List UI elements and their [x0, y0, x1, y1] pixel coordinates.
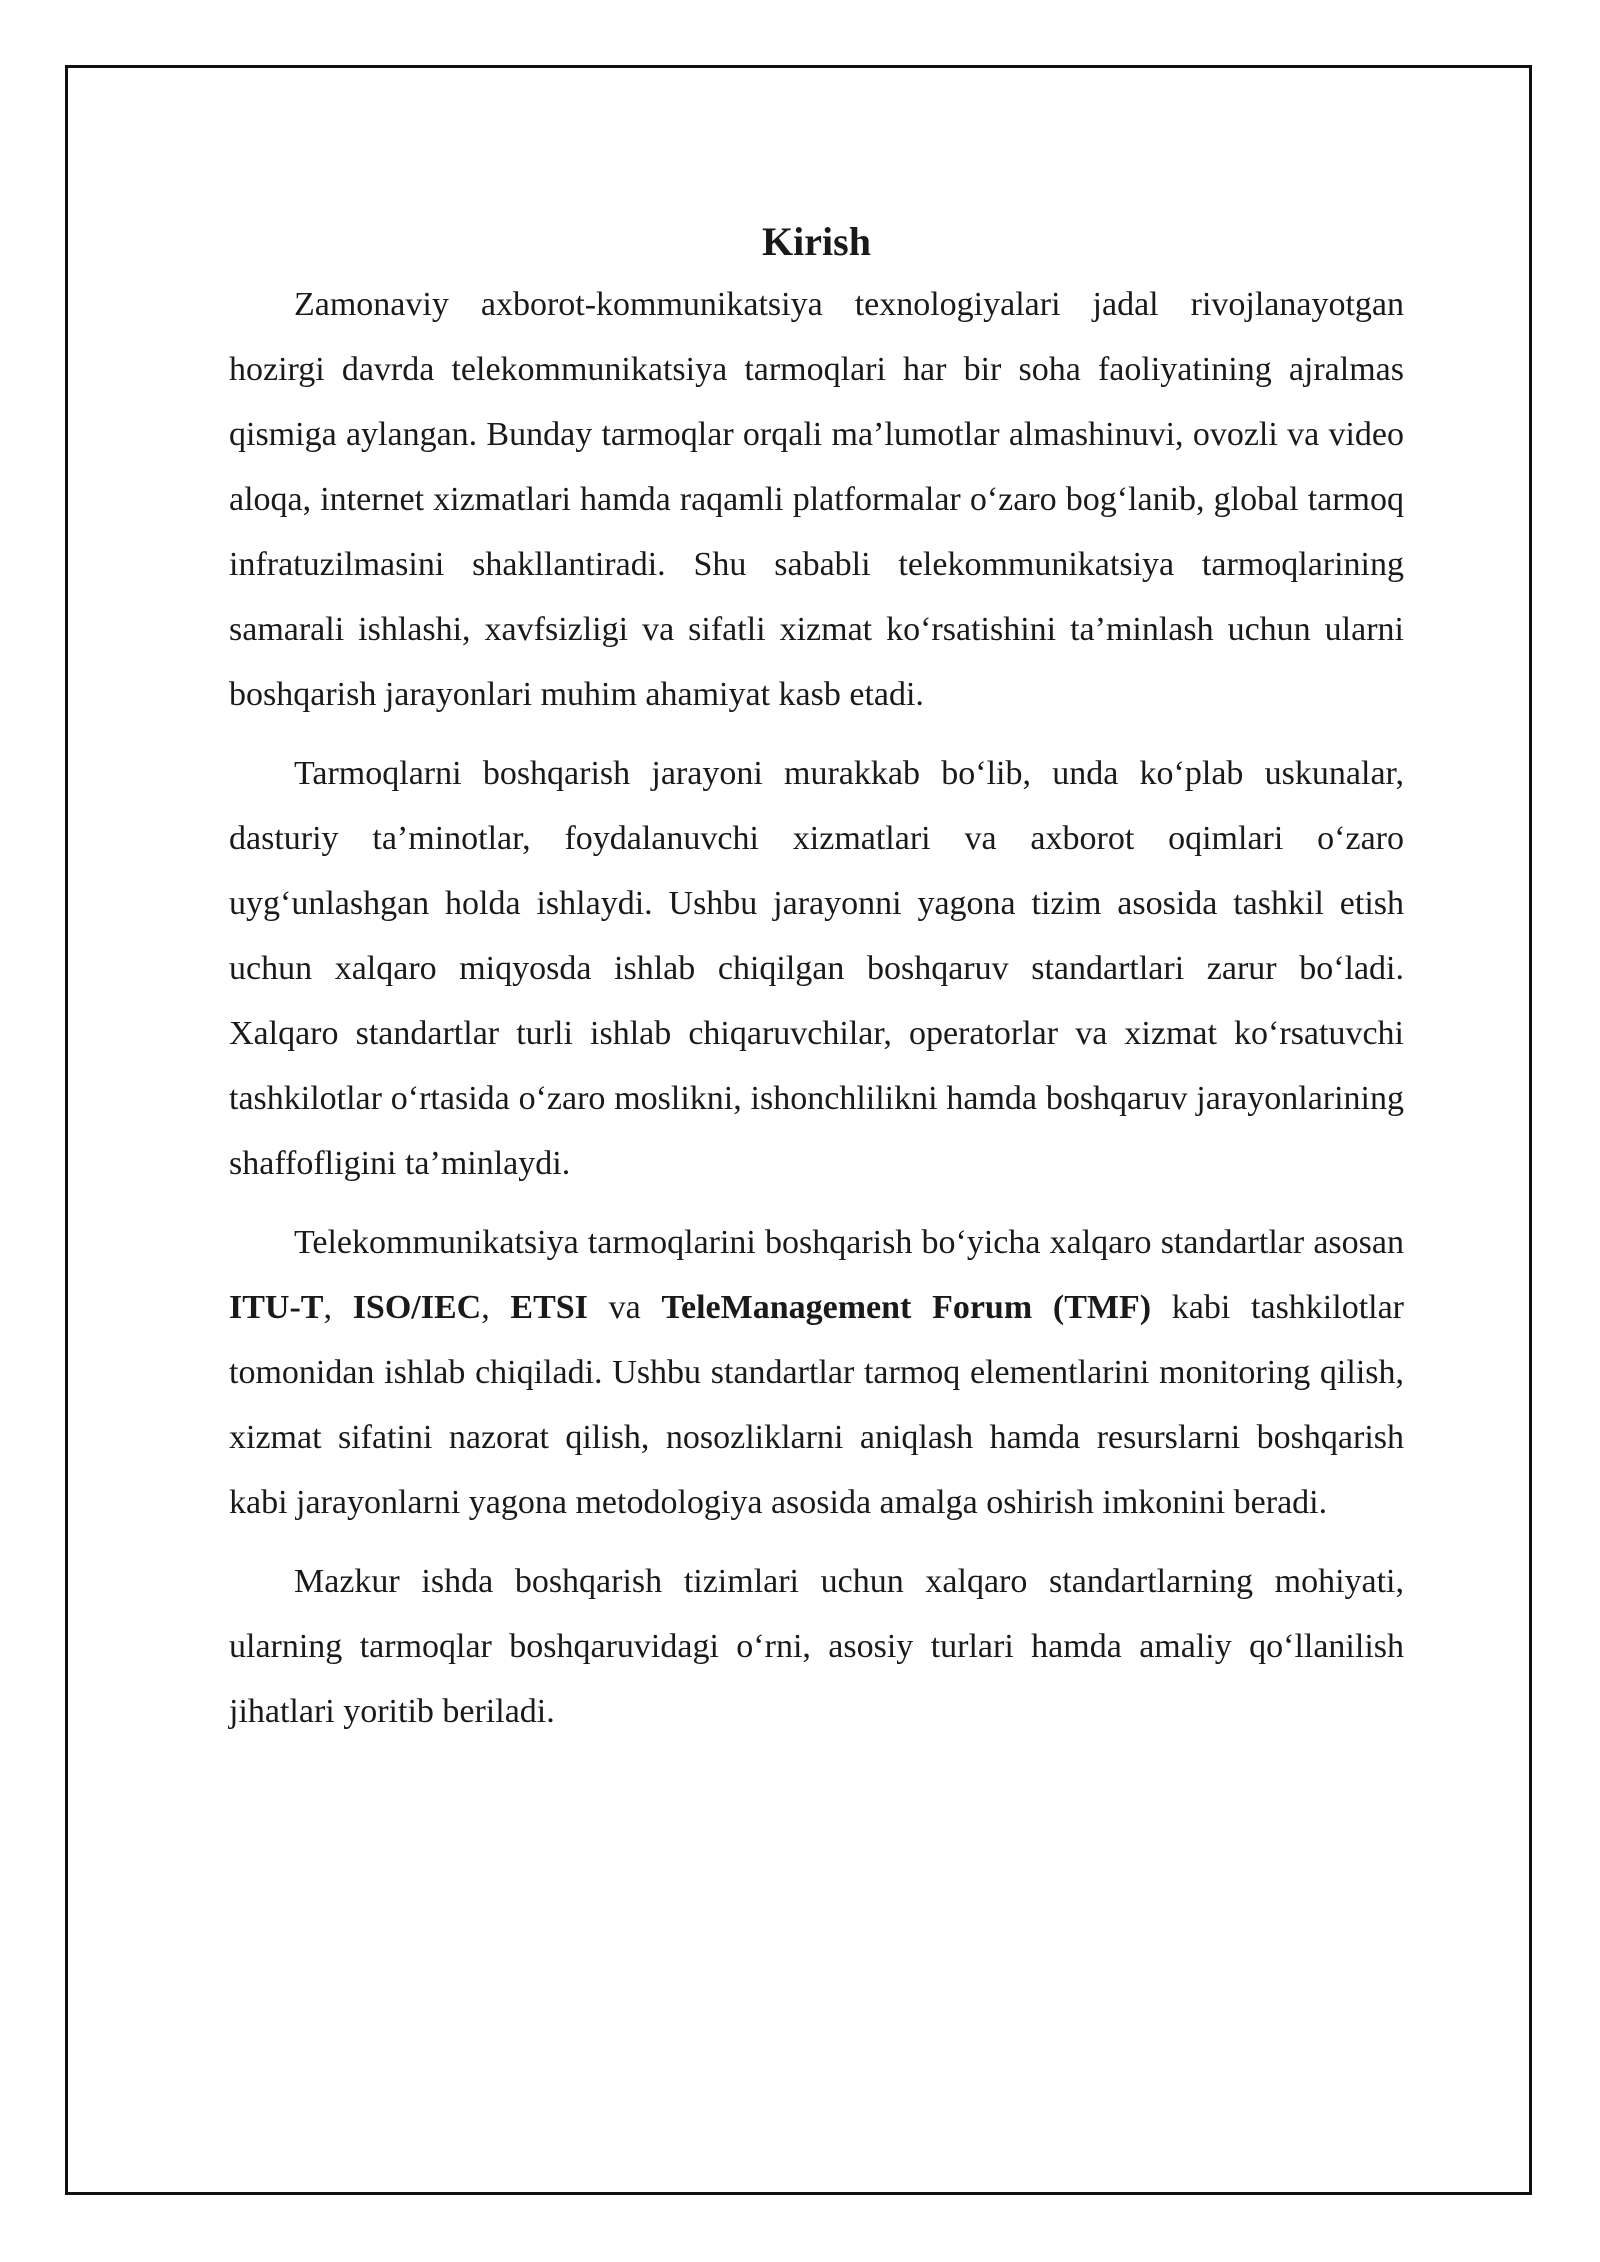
- paragraph-3: [229, 1210, 1404, 1535]
- standard-name-tmf: TeleManagement Forum (TMF): [661, 1289, 1152, 1326]
- paragraph-3-segment: ,: [481, 1289, 511, 1326]
- standard-name-etsi: ETSI: [510, 1289, 588, 1326]
- standard-name-itu-t: ITU-T: [229, 1289, 324, 1326]
- paragraph-3-segment: Telekommunikatsiya tarmoqlarini boshqarish bo‘yicha xalqaro standartlar asosan: [294, 1224, 1404, 1261]
- standard-name-iso-iec: ISO/IEC: [352, 1289, 482, 1326]
- paragraph-3-segment: va: [587, 1289, 662, 1326]
- document-body: [229, 212, 1404, 1744]
- paragraph-2: Tarmoqlarni boshqarish jarayoni murakkab bo‘lib, unda ko‘plab uskunalar, dasturiy ta’minotlar, foydalanuvchi xizmatlari va axborot oqimlari o‘zaro uyg‘unlashgan holda ishlaydi. Ushbu jarayonni yagona tizim asosida tashkil etish uchun xalqaro miqyosda ishlab chiqilgan boshqaruv standartlari zarur bo‘ladi. Xalqaro standartlar turli ishlab chiqaruvchilar, operatorlar va xizmat ko‘rsatuvchi tashkilotlar o‘rtasida o‘zaro moslikni, ishonchlilikni hamda boshqaruv jarayonlarining shaffofligini ta’minlaydi.: [229, 755, 1404, 1182]
- page-title: Kirish: [762, 219, 871, 264]
- paragraph-1: Zamonaviy axborot-kommunikatsiya texnologiyalari jadal rivojlanayotgan hozirgi davrda telekommunikatsiya tarmoqlari har bir soha faoliyatining ajralmas qismiga aylangan. Bunday tarmoqlar orqali ma’lumotlar almashinuvi, ovozli va video aloqa, internet xizmatlari hamda raqamli platformalar o‘zaro bog‘lanib, global tarmoq infratuzilmasini shakllantiradi. Shu sababli telekommunikatsiya tarmoqlarining samarali ishlashi, xavfsizligi va sifatli xizmat ko‘rsatishini ta’minlash uchun ularni boshqarish jarayonlari muhim ahamiyat kasb etadi.: [229, 286, 1404, 713]
- paragraph-4: Mazkur ishda boshqarish tizimlari uchun xalqaro standartlarning mohiyati, ularning tarmoqlar boshqaruvidagi o‘rni, asosiy turlari hamda amaliy qo‘llanilish jihatlari yoritib beriladi.: [229, 1563, 1404, 1730]
- paragraph-3-segment: kabi tashkilotlar tomonidan ishlab chiqiladi. Ushbu standartlar tarmoq elementlarini monitoring qilish, xizmat sifatini nazorat qilish, nosozliklarni aniqlash hamda resurslarni boshqarish kabi jarayonlarni yagona metodologiya asosida amalga oshirish imkonini beradi.: [229, 1289, 1404, 1521]
- paragraph-3-segment: ,: [323, 1289, 353, 1326]
